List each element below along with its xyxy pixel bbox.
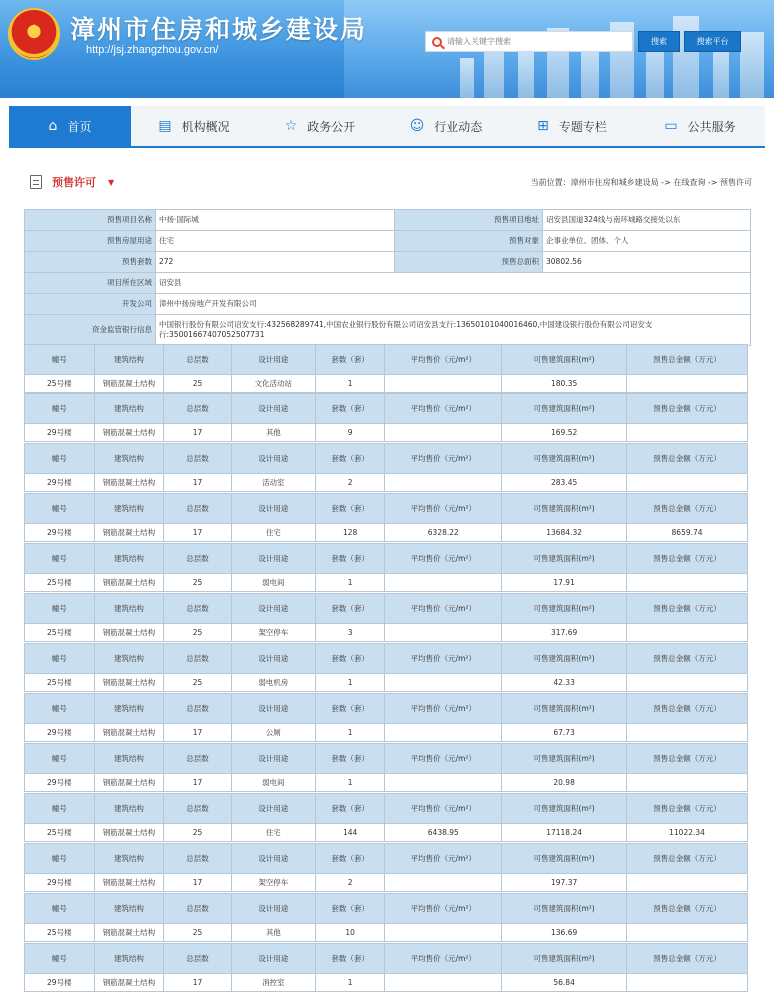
cell-units: 1: [315, 774, 385, 792]
star-icon: ☆: [284, 118, 298, 134]
table-header-row: [25, 894, 748, 924]
nav-item-public-affairs[interactable]: [257, 106, 383, 146]
nav-label: 公共服务: [687, 119, 736, 134]
column-header-floors: 总层数: [164, 794, 232, 824]
nav-label: 首页: [67, 119, 92, 134]
cell-structure: 钢筋混凝土结构: [94, 574, 164, 592]
column-header-units: 套数（套）: [315, 844, 385, 874]
column-header-building: 幢号: [25, 594, 95, 624]
table-header-row: [25, 345, 748, 375]
column-header-price: 平均售价（元/m²）: [385, 594, 502, 624]
table-header-row: [25, 744, 748, 774]
column-header-use: 设计用途: [231, 694, 315, 724]
cell-building: 29号楼: [25, 474, 95, 492]
column-header-amount: 预售总金额（万元）: [627, 794, 748, 824]
cell-price: 6438.95: [385, 824, 502, 842]
monitor-icon: ▭: [664, 118, 678, 134]
column-header-units: 套数（套）: [315, 345, 385, 375]
cell-units: 1: [315, 375, 385, 393]
column-header-floors: 总层数: [164, 744, 232, 774]
table-row: [25, 724, 748, 742]
breadcrumb: 当前位置：漳州市住房和城乡建设局 -> 在线查询 -> 预售许可: [530, 177, 752, 187]
column-header-structure: 建筑结构: [94, 444, 164, 474]
column-header-building: 幢号: [25, 694, 95, 724]
project-name-value: 中扬·国际城: [156, 210, 395, 231]
cell-area: 317.69: [502, 624, 627, 642]
cell-structure: 钢筋混凝土结构: [94, 924, 164, 942]
column-header-units: 套数（套）: [315, 794, 385, 824]
column-header-units: 套数（套）: [315, 894, 385, 924]
header-banner: [0, 0, 774, 98]
district-value: 诏安县: [156, 273, 751, 294]
cell-building: 29号楼: [25, 424, 95, 442]
building-table: [24, 743, 748, 792]
cell-floors: 17: [164, 524, 232, 542]
usage-label: 预售房屋用途: [25, 231, 156, 252]
column-header-price: 平均售价（元/m²）: [385, 394, 502, 424]
cell-floors: 17: [164, 974, 232, 992]
cell-amount: [627, 974, 748, 992]
cell-units: 1: [315, 724, 385, 742]
cell-use: 其他: [231, 924, 315, 942]
column-header-building: 幢号: [25, 494, 95, 524]
cell-price: [385, 474, 502, 492]
home-icon: ⌂: [48, 118, 58, 134]
column-header-price: 平均售价（元/m²）: [385, 644, 502, 674]
column-header-price: 平均售价（元/m²）: [385, 345, 502, 375]
building-table: [24, 493, 748, 542]
address-label: 预售项目地址: [395, 210, 543, 231]
column-header-building: 幢号: [25, 345, 95, 375]
nav-item-industry-news[interactable]: [383, 106, 509, 146]
column-header-use: 设计用途: [231, 494, 315, 524]
table-row: [25, 674, 748, 692]
cell-floors: 25: [164, 824, 232, 842]
column-header-amount: 预售总金额（万元）: [627, 944, 748, 974]
building-table: [24, 793, 748, 842]
column-header-building: 幢号: [25, 894, 95, 924]
column-header-floors: 总层数: [164, 644, 232, 674]
nav-label: 行业动态: [434, 119, 483, 134]
column-header-use: 设计用途: [231, 644, 315, 674]
column-header-floors: 总层数: [164, 894, 232, 924]
column-header-units: 套数（套）: [315, 394, 385, 424]
cell-use: 公厕: [231, 724, 315, 742]
cell-amount: [627, 624, 748, 642]
project-name-label: 预售项目名称: [25, 210, 156, 231]
table-row: [25, 424, 748, 442]
cell-area: 169.52: [502, 424, 627, 442]
cell-amount: 8659.74: [627, 524, 748, 542]
column-header-area: 可售建筑面积(m²): [502, 894, 627, 924]
column-header-price: 平均售价（元/m²）: [385, 944, 502, 974]
cell-amount: [627, 474, 748, 492]
table-row: [25, 474, 748, 492]
cell-area: 197.37: [502, 874, 627, 892]
table-row: [25, 574, 748, 592]
cell-structure: 钢筋混凝土结构: [94, 874, 164, 892]
cell-use: 文化活动站: [231, 375, 315, 393]
column-header-amount: 预售总金额（万元）: [627, 894, 748, 924]
cell-use: 其他: [231, 424, 315, 442]
cell-amount: [627, 375, 748, 393]
district-label: 项目所在区域: [25, 273, 156, 294]
column-header-use: 设计用途: [231, 944, 315, 974]
column-header-building: 幢号: [25, 394, 95, 424]
building-table: [24, 344, 748, 393]
cell-amount: [627, 774, 748, 792]
cell-area: 283.45: [502, 474, 627, 492]
column-header-structure: 建筑结构: [94, 694, 164, 724]
nav-item-organization[interactable]: [131, 106, 257, 146]
nav-label: 专题专栏: [558, 119, 607, 134]
cell-floors: 25: [164, 624, 232, 642]
column-header-structure: 建筑结构: [94, 594, 164, 624]
column-header-units: 套数（套）: [315, 544, 385, 574]
section-title: 预售许可: [52, 176, 96, 189]
cell-building: 25号楼: [25, 624, 95, 642]
cell-price: 6328.22: [385, 524, 502, 542]
column-header-price: 平均售价（元/m²）: [385, 894, 502, 924]
building-table: [24, 693, 748, 742]
section-titlebar: [30, 172, 752, 192]
cell-structure: 钢筋混凝土结构: [94, 824, 164, 842]
table-header-row: [25, 694, 748, 724]
cell-units: 1: [315, 974, 385, 992]
column-header-use: 设计用途: [231, 844, 315, 874]
cell-floors: 17: [164, 424, 232, 442]
column-header-price: 平均售价（元/m²）: [385, 744, 502, 774]
column-header-area: 可售建筑面积(m²): [502, 744, 627, 774]
column-header-units: 套数（套）: [315, 594, 385, 624]
table-header-row: [25, 544, 748, 574]
column-header-units: 套数（套）: [315, 694, 385, 724]
cell-building: 25号楼: [25, 674, 95, 692]
cell-amount: 11022.34: [627, 824, 748, 842]
nav-item-home[interactable]: [9, 106, 131, 146]
developer-value: 漳州中扬房地产开发有限公司: [156, 294, 751, 315]
cell-floors: 17: [164, 874, 232, 892]
column-header-structure: 建筑结构: [94, 744, 164, 774]
column-header-price: 平均售价（元/m²）: [385, 844, 502, 874]
table-row: [25, 924, 748, 942]
table-header-row: [25, 944, 748, 974]
column-header-floors: 总层数: [164, 844, 232, 874]
column-header-area: 可售建筑面积(m²): [502, 944, 627, 974]
column-header-structure: 建筑结构: [94, 544, 164, 574]
column-header-structure: 建筑结构: [94, 894, 164, 924]
cell-amount: [627, 874, 748, 892]
cell-structure: 钢筋混凝土结构: [94, 674, 164, 692]
nav-item-topics[interactable]: [509, 106, 635, 146]
units-value: 272: [156, 252, 395, 273]
column-header-floors: 总层数: [164, 444, 232, 474]
column-header-amount: 预售总金额（万元）: [627, 544, 748, 574]
column-header-area: 可售建筑面积(m²): [502, 594, 627, 624]
cell-structure: 钢筋混凝土结构: [94, 524, 164, 542]
table-row: [25, 375, 748, 393]
main-nav: [9, 106, 765, 148]
cell-building: 29号楼: [25, 774, 95, 792]
cell-building: 29号楼: [25, 524, 95, 542]
column-header-price: 平均售价（元/m²）: [385, 694, 502, 724]
cell-structure: 钢筋混凝土结构: [94, 974, 164, 992]
column-header-floors: 总层数: [164, 345, 232, 375]
cell-price: [385, 974, 502, 992]
cell-building: 29号楼: [25, 874, 95, 892]
cell-price: [385, 424, 502, 442]
cell-floors: 17: [164, 724, 232, 742]
cell-units: 9: [315, 424, 385, 442]
cell-use: 架空停车: [231, 874, 315, 892]
column-header-use: 设计用途: [231, 594, 315, 624]
column-header-area: 可售建筑面积(m²): [502, 394, 627, 424]
cell-units: 128: [315, 524, 385, 542]
search-box[interactable]: [425, 31, 633, 52]
cell-building: 25号楼: [25, 375, 95, 393]
column-header-floors: 总层数: [164, 694, 232, 724]
column-header-building: 幢号: [25, 794, 95, 824]
bank-label: 资金监管银行信息: [25, 315, 156, 346]
column-header-amount: 预售总金额（万元）: [627, 694, 748, 724]
table-header-row: [25, 394, 748, 424]
building-table: [24, 943, 748, 992]
table-header-row: [25, 444, 748, 474]
column-header-building: 幢号: [25, 644, 95, 674]
cell-use: 住宅: [231, 824, 315, 842]
document-icon: ▤: [158, 118, 172, 134]
column-header-price: 平均售价（元/m²）: [385, 544, 502, 574]
column-header-use: 设计用途: [231, 544, 315, 574]
column-header-area: 可售建筑面积(m²): [502, 345, 627, 375]
column-header-use: 设计用途: [231, 894, 315, 924]
search-input[interactable]: [447, 37, 617, 46]
cell-amount: [627, 724, 748, 742]
column-header-area: 可售建筑面积(m²): [502, 844, 627, 874]
cell-amount: [627, 424, 748, 442]
cell-floors: 17: [164, 474, 232, 492]
cell-price: [385, 574, 502, 592]
cell-area: 20.98: [502, 774, 627, 792]
cell-area: 17.91: [502, 574, 627, 592]
column-header-units: 套数（套）: [315, 944, 385, 974]
column-header-amount: 预售总金额（万元）: [627, 345, 748, 375]
nav-label: 政务公开: [307, 119, 356, 134]
cell-amount: [627, 924, 748, 942]
cell-floors: 25: [164, 574, 232, 592]
cell-price: [385, 624, 502, 642]
cell-floors: 25: [164, 674, 232, 692]
usage-value: 住宅: [156, 231, 395, 252]
cell-structure: 钢筋混凝土结构: [94, 724, 164, 742]
search-icon: [432, 37, 442, 47]
cell-use: 架空停车: [231, 624, 315, 642]
site-title: 漳州市住房和城乡建设局: [70, 15, 368, 44]
cell-area: 67.73: [502, 724, 627, 742]
table-row: [25, 774, 748, 792]
cell-floors: 17: [164, 774, 232, 792]
column-header-floors: 总层数: [164, 544, 232, 574]
column-header-use: 设计用途: [231, 394, 315, 424]
column-header-amount: 预售总金额（万元）: [627, 394, 748, 424]
column-header-structure: 建筑结构: [94, 345, 164, 375]
units-label: 预售套数: [25, 252, 156, 273]
cell-floors: 25: [164, 924, 232, 942]
column-header-use: 设计用途: [231, 444, 315, 474]
cell-area: 13684.32: [502, 524, 627, 542]
nav-item-public-service[interactable]: [635, 106, 765, 146]
building-table: [24, 543, 748, 592]
cell-area: 17118.24: [502, 824, 627, 842]
cell-price: [385, 724, 502, 742]
cell-units: 1: [315, 574, 385, 592]
bank-value: 中国银行股份有限公司诏安支行:432568289741,中国农业银行股份有限公司诏安县支行:13650101040016460,中国建设银行股份有限公司诏安支行:35001667407052507731: [156, 315, 751, 346]
developer-label: 开发公司: [25, 294, 156, 315]
cell-price: [385, 375, 502, 393]
cell-building: 25号楼: [25, 574, 95, 592]
target-label: 预售对象: [395, 231, 543, 252]
column-header-use: 设计用途: [231, 794, 315, 824]
table-header-row: [25, 594, 748, 624]
table-row: [25, 874, 748, 892]
column-header-amount: 预售总金额（万元）: [627, 594, 748, 624]
column-header-amount: 预售总金额（万元）: [627, 744, 748, 774]
cell-area: 180.35: [502, 375, 627, 393]
column-header-units: 套数（套）: [315, 444, 385, 474]
column-header-area: 可售建筑面积(m²): [502, 544, 627, 574]
column-header-area: 可售建筑面积(m²): [502, 694, 627, 724]
column-header-amount: 预售总金额（万元）: [627, 444, 748, 474]
user-icon: ☺: [409, 118, 425, 134]
building-table: [24, 393, 748, 442]
column-header-price: 平均售价（元/m²）: [385, 494, 502, 524]
cell-units: 3: [315, 624, 385, 642]
column-header-building: 幢号: [25, 844, 95, 874]
cell-amount: [627, 674, 748, 692]
column-header-structure: 建筑结构: [94, 644, 164, 674]
cell-use: 弱电间: [231, 774, 315, 792]
column-header-structure: 建筑结构: [94, 794, 164, 824]
cell-units: 1: [315, 674, 385, 692]
column-header-area: 可售建筑面积(m²): [502, 794, 627, 824]
cell-use: 消控室: [231, 974, 315, 992]
table-row: [25, 974, 748, 992]
cell-structure: 钢筋混凝土结构: [94, 375, 164, 393]
document-icon: [30, 175, 42, 189]
area-value: 30802.56: [543, 252, 751, 273]
table-header-row: [25, 794, 748, 824]
grid-icon: ⊞: [537, 118, 549, 134]
cell-structure: 钢筋混凝土结构: [94, 774, 164, 792]
cell-building: 29号楼: [25, 724, 95, 742]
column-header-area: 可售建筑面积(m²): [502, 644, 627, 674]
column-header-building: 幢号: [25, 944, 95, 974]
cell-structure: 钢筋混凝土结构: [94, 474, 164, 492]
cell-area: 42.33: [502, 674, 627, 692]
column-header-units: 套数（套）: [315, 494, 385, 524]
cell-area: 136.69: [502, 924, 627, 942]
column-header-building: 幢号: [25, 744, 95, 774]
target-value: 企事业单位、团体、个人: [543, 231, 751, 252]
cell-price: [385, 774, 502, 792]
building-table: [24, 443, 748, 492]
column-header-structure: 建筑结构: [94, 944, 164, 974]
cell-building: 25号楼: [25, 824, 95, 842]
cell-amount: [627, 574, 748, 592]
cell-building: 29号楼: [25, 974, 95, 992]
column-header-price: 平均售价（元/m²）: [385, 444, 502, 474]
column-header-structure: 建筑结构: [94, 494, 164, 524]
nav-label: 机构概况: [181, 119, 230, 134]
column-header-building: 幢号: [25, 544, 95, 574]
column-header-amount: 预售总金额（万元）: [627, 494, 748, 524]
cell-price: [385, 874, 502, 892]
cell-use: 活动室: [231, 474, 315, 492]
column-header-units: 套数（套）: [315, 744, 385, 774]
cell-units: 2: [315, 874, 385, 892]
cell-area: 56.84: [502, 974, 627, 992]
column-header-floors: 总层数: [164, 394, 232, 424]
cell-units: 144: [315, 824, 385, 842]
column-header-structure: 建筑结构: [94, 844, 164, 874]
cell-structure: 钢筋混凝土结构: [94, 624, 164, 642]
column-header-use: 设计用途: [231, 744, 315, 774]
column-header-floors: 总层数: [164, 594, 232, 624]
table-header-row: [25, 644, 748, 674]
cell-structure: 钢筋混凝土结构: [94, 424, 164, 442]
cell-building: 25号楼: [25, 924, 95, 942]
table-row: [25, 824, 748, 842]
cell-use: 住宅: [231, 524, 315, 542]
cell-units: 2: [315, 474, 385, 492]
column-header-area: 可售建筑面积(m²): [502, 444, 627, 474]
column-header-building: 幢号: [25, 444, 95, 474]
column-header-units: 套数（套）: [315, 644, 385, 674]
cell-price: [385, 924, 502, 942]
project-info-table: [24, 209, 751, 346]
building-table: [24, 893, 748, 942]
cell-use: 弱电机房: [231, 674, 315, 692]
table-header-row: [25, 494, 748, 524]
search-button[interactable]: 搜索: [638, 31, 680, 52]
caret-down-icon[interactable]: ▼: [108, 177, 115, 187]
search-platform-button[interactable]: 搜索平台: [684, 31, 741, 52]
cell-floors: 25: [164, 375, 232, 393]
cell-price: [385, 674, 502, 692]
table-row: [25, 624, 748, 642]
cell-units: 10: [315, 924, 385, 942]
address-value: 诏安县国道324线与南环城路交接处以东: [543, 210, 751, 231]
column-header-use: 设计用途: [231, 345, 315, 375]
column-header-floors: 总层数: [164, 494, 232, 524]
table-row: [25, 524, 748, 542]
column-header-amount: 预售总金额（万元）: [627, 844, 748, 874]
cell-use: 弱电间: [231, 574, 315, 592]
column-header-floors: 总层数: [164, 944, 232, 974]
column-header-price: 平均售价（元/m²）: [385, 794, 502, 824]
area-label: 预售总面积: [395, 252, 543, 273]
national-emblem-icon: ★: [8, 8, 60, 60]
column-header-amount: 预售总金额（万元）: [627, 644, 748, 674]
site-url[interactable]: http://jsj.zhangzhou.gov.cn/: [86, 44, 219, 56]
table-header-row: [25, 844, 748, 874]
building-table: [24, 843, 748, 892]
building-table: [24, 593, 748, 642]
column-header-structure: 建筑结构: [94, 394, 164, 424]
column-header-area: 可售建筑面积(m²): [502, 494, 627, 524]
building-table: [24, 643, 748, 692]
